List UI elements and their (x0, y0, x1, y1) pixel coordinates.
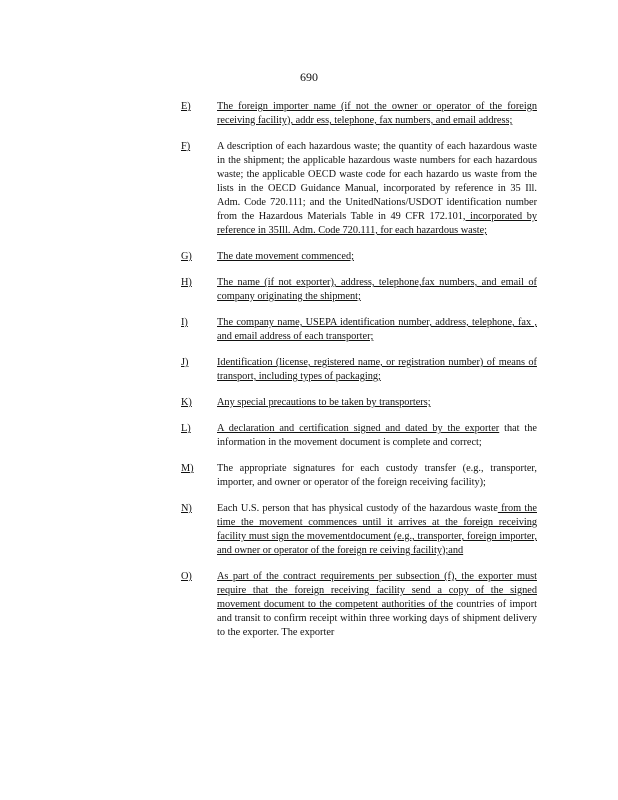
item-label: L) (181, 423, 191, 434)
amended-text-segment: The name (if not exporter), address, telephone,fax numbers, and email of company originating the shipment; (217, 277, 537, 302)
item-label: G) (181, 251, 192, 262)
item-text (217, 250, 537, 264)
document-body (181, 100, 537, 652)
amended-text-segment: Any special precautions to be taken by transporters; (217, 397, 431, 408)
item-text (217, 100, 537, 128)
list-item (181, 422, 537, 450)
amended-text-segment: incorporated by reference in 35Ill. Adm. Code 720.111, for each hazardous waste; (217, 211, 537, 236)
list-item (181, 100, 537, 128)
amended-text-segment: The foreign importer name (if not the owner or operator of the foreign receiving facility), addr ess, telephone, fax numbers, and email address; (217, 101, 537, 126)
item-label: N) (181, 503, 192, 514)
text-segment: that the information in the movement document is complete and correct; (217, 423, 537, 448)
amended-text-segment: As part of the contract requirements per subsection (f), the exporter must require that the foreign receiving facility send a copy of the signed movement document to the competent authorities of the (217, 571, 537, 610)
item-text (217, 276, 537, 304)
item-label: I) (181, 317, 188, 328)
list-item (181, 316, 537, 344)
item-label: H) (181, 277, 192, 288)
amended-text-segment: A declaration and certification signed and dated by the exporter (217, 423, 500, 434)
text-segment: countries of import and transit to confirm receipt within three working days of shipment delivery to the exporter. The exporter (217, 599, 537, 638)
text-segment: The appropriate signatures for each custody transfer (e.g., transporter, importer, and owner or operator of the foreign receiving facility); (217, 463, 537, 488)
text-segment: Each U.S. person that has physical custody of the hazardous waste (217, 503, 498, 514)
amended-text-segment: from the time the movement commences until it arrives at the foreign receiving facility must sign the movementdocument (e.g., transporter, foreign importer, and owner or operator of the foreign re ceiving facility);and (217, 503, 537, 556)
item-label: E) (181, 101, 191, 112)
item-label: K) (181, 397, 192, 408)
amended-text-segment: Identification (license, registered name, or registration number) of means of transport, including types of packaging; (217, 357, 537, 382)
list-item (181, 396, 537, 410)
list-item (181, 250, 537, 264)
item-text (217, 140, 537, 238)
item-label: J) (181, 357, 189, 368)
list-item (181, 462, 537, 490)
list-item (181, 502, 537, 558)
amended-text-segment: The company name, USEPA identification number, address, telephone, fax , and email address of each transporter; (217, 317, 537, 342)
list-item (181, 570, 537, 640)
list-item (181, 140, 537, 238)
list-item (181, 356, 537, 384)
item-text (217, 570, 537, 640)
text-segment: A description of each hazardous waste; the quantity of each hazardous waste in the shipment; the applicable hazardous waste numbers for each hazardous waste; the applicable OECD waste code for each hazardo us waste from the lists in the OECD Guidance Manual, incorporated by reference in 35 Ill. Adm. Code 720.111; and the UnitedNations/USDOT identification number from the Hazardous Materials Table in 49 CFR 172.101, (217, 141, 537, 222)
item-label: O) (181, 571, 192, 582)
item-label: M) (181, 463, 194, 474)
item-text (217, 316, 537, 344)
item-text (217, 422, 537, 450)
item-text (217, 356, 537, 384)
list-item (181, 276, 537, 304)
item-text (217, 502, 537, 558)
item-label: F) (181, 141, 191, 152)
item-text (217, 462, 537, 490)
item-text (217, 396, 537, 410)
page-number: 690 (300, 70, 318, 84)
amended-text-segment: The date movement commenced; (217, 251, 354, 262)
